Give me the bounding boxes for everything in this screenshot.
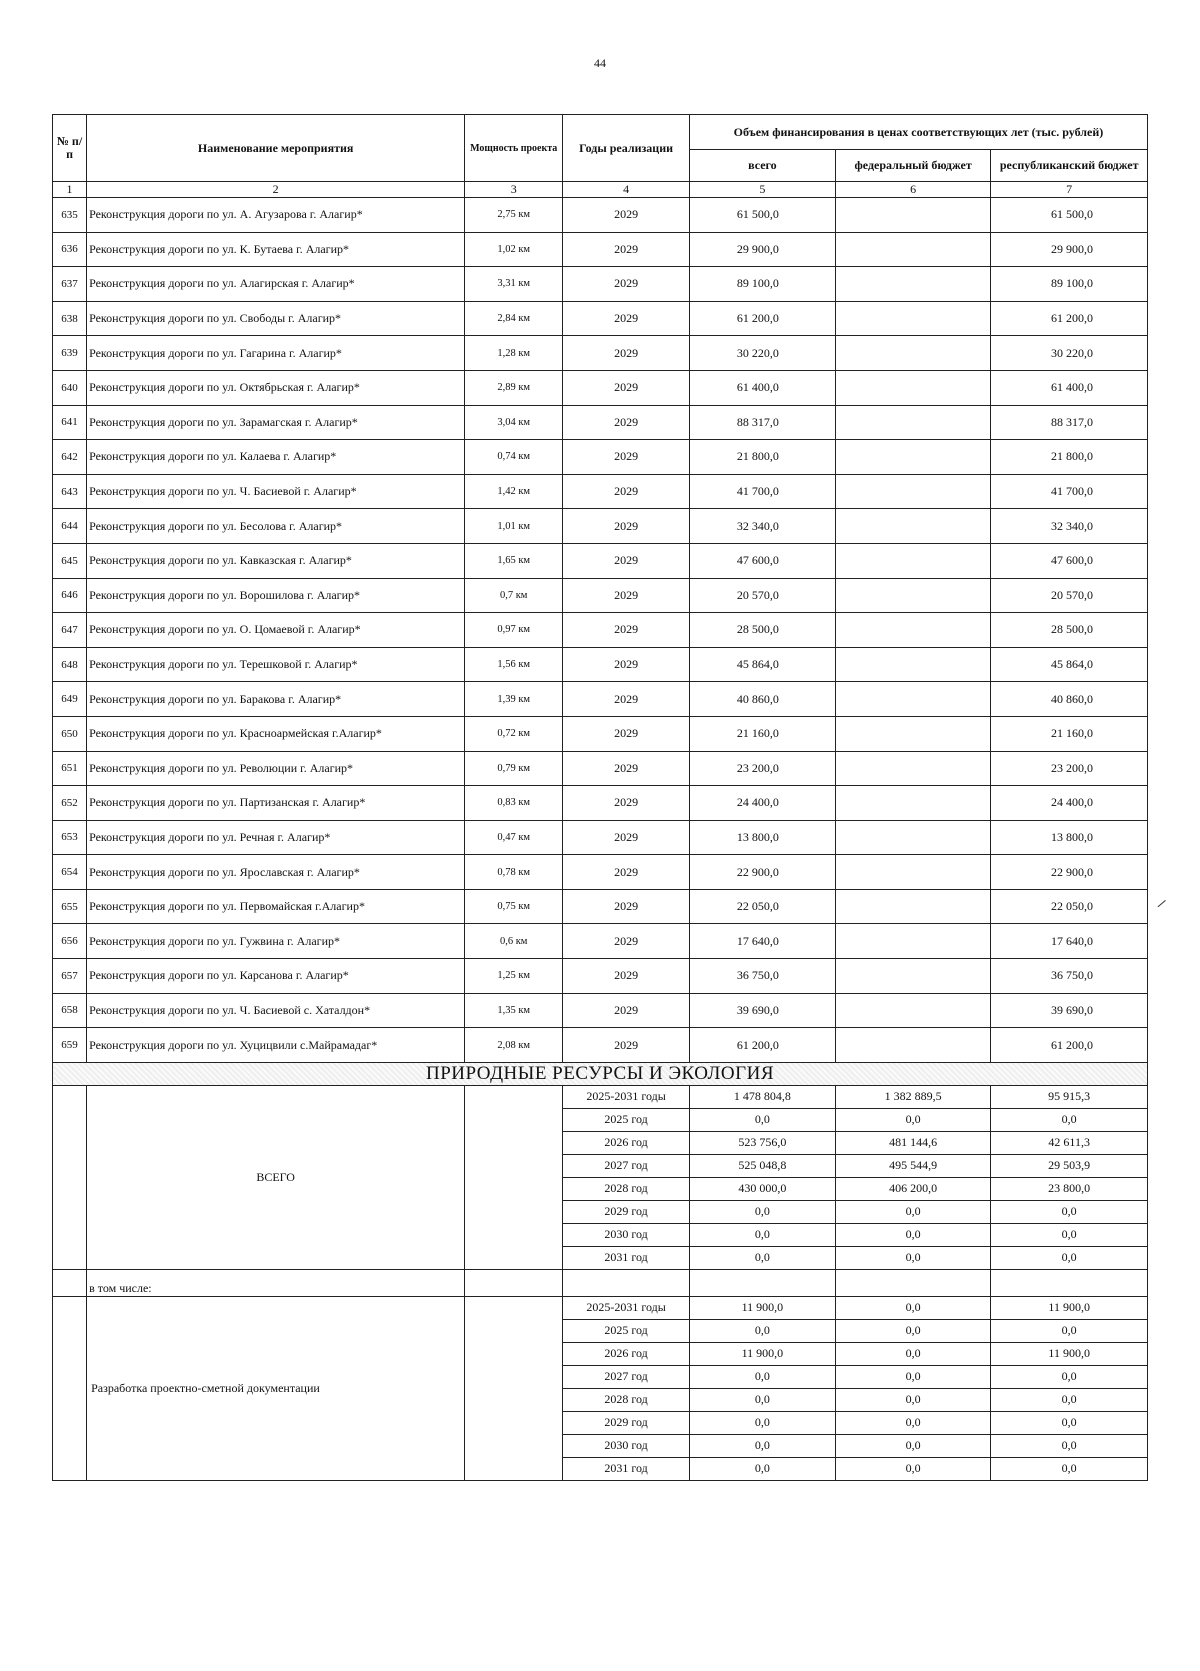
column-number: 6 xyxy=(835,182,991,198)
row-republic: 30 220,0 xyxy=(991,336,1148,371)
row-total: 61 200,0 xyxy=(689,301,835,336)
row-republic: 29 900,0 xyxy=(991,232,1148,267)
row-name: Реконструкция дороги по ул. О. Цомаевой г. Алагир* xyxy=(87,613,465,648)
row-total: 13 800,0 xyxy=(689,820,835,855)
row-year: 2029 xyxy=(563,1028,690,1063)
row-republic: 24 400,0 xyxy=(991,786,1148,821)
row-capacity: 1,35 км xyxy=(465,993,563,1028)
row-total: 24 400,0 xyxy=(689,786,835,821)
row-republic: 39 690,0 xyxy=(991,993,1148,1028)
row-year: 2029 xyxy=(563,993,690,1028)
row-number: 656 xyxy=(53,924,87,959)
row-federal xyxy=(835,786,991,821)
table-row xyxy=(53,820,1148,855)
row-year: 2029 xyxy=(563,267,690,302)
financing-table xyxy=(52,114,1148,1481)
period-label: 2031 год xyxy=(563,1457,690,1480)
row-republic: 41 700,0 xyxy=(991,474,1148,509)
row-name: Реконструкция дороги по ул. К. Бутаева г. Алагир* xyxy=(87,232,465,267)
period-label: 2029 год xyxy=(563,1200,690,1223)
row-number: 635 xyxy=(53,198,87,233)
row-republic: 32 340,0 xyxy=(991,509,1148,544)
row-republic: 61 500,0 xyxy=(991,198,1148,233)
period-republic: 95 915,3 xyxy=(991,1085,1148,1108)
row-republic: 88 317,0 xyxy=(991,405,1148,440)
period-federal: 0,0 xyxy=(835,1411,991,1434)
row-number: 640 xyxy=(53,370,87,405)
row-name: Реконструкция дороги по ул. Первомайская г.Алагир* xyxy=(87,889,465,924)
row-federal xyxy=(835,716,991,751)
row-capacity: 1,25 км xyxy=(465,959,563,994)
row-federal xyxy=(835,474,991,509)
design-docs-block xyxy=(53,1296,1148,1480)
row-federal xyxy=(835,1028,991,1063)
row-total: 17 640,0 xyxy=(689,924,835,959)
row-year: 2029 xyxy=(563,232,690,267)
period-row xyxy=(53,1085,1148,1108)
period-republic: 0,0 xyxy=(991,1365,1148,1388)
row-name: Реконструкция дороги по ул. Красноармейская г.Алагир* xyxy=(87,716,465,751)
row-name: Реконструкция дороги по ул. Ч. Басиевой с. Хаталдон* xyxy=(87,993,465,1028)
row-name: Реконструкция дороги по ул. Хуцицвили с.Майрамадаг* xyxy=(87,1028,465,1063)
row-number: 636 xyxy=(53,232,87,267)
row-name: Реконструкция дороги по ул. Гагарина г. Алагир* xyxy=(87,336,465,371)
row-federal xyxy=(835,301,991,336)
row-republic: 22 050,0 xyxy=(991,889,1148,924)
period-republic: 29 503,9 xyxy=(991,1154,1148,1177)
table-row xyxy=(53,751,1148,786)
period-total: 0,0 xyxy=(689,1223,835,1246)
row-number: 637 xyxy=(53,267,87,302)
row-republic: 47 600,0 xyxy=(991,543,1148,578)
header-capacity: Мощность проекта xyxy=(465,115,563,182)
row-year: 2029 xyxy=(563,509,690,544)
period-federal: 0,0 xyxy=(835,1342,991,1365)
period-label: 2027 год xyxy=(563,1154,690,1177)
row-name: Реконструкция дороги по ул. Терешковой г. Алагир* xyxy=(87,647,465,682)
row-number: 658 xyxy=(53,993,87,1028)
block-capacity-cell xyxy=(465,1296,563,1480)
row-total: 30 220,0 xyxy=(689,336,835,371)
table-row xyxy=(53,855,1148,890)
row-name: Реконструкция дороги по ул. А. Агузарова г. Алагир* xyxy=(87,198,465,233)
row-federal xyxy=(835,370,991,405)
table-row xyxy=(53,993,1148,1028)
period-federal: 0,0 xyxy=(835,1200,991,1223)
table-row xyxy=(53,647,1148,682)
row-number: 643 xyxy=(53,474,87,509)
row-republic: 28 500,0 xyxy=(991,613,1148,648)
period-federal: 1 382 889,5 xyxy=(835,1085,991,1108)
period-total: 525 048,8 xyxy=(689,1154,835,1177)
period-label: 2028 год xyxy=(563,1177,690,1200)
period-republic: 0,0 xyxy=(991,1434,1148,1457)
row-federal xyxy=(835,267,991,302)
row-year: 2029 xyxy=(563,716,690,751)
table-row xyxy=(53,301,1148,336)
block-num-cell xyxy=(53,1296,87,1480)
period-total: 0,0 xyxy=(689,1411,835,1434)
row-capacity: 2,08 км xyxy=(465,1028,563,1063)
row-total: 36 750,0 xyxy=(689,959,835,994)
table-row xyxy=(53,786,1148,821)
period-republic: 0,0 xyxy=(991,1319,1148,1342)
period-federal: 0,0 xyxy=(835,1365,991,1388)
period-total: 523 756,0 xyxy=(689,1131,835,1154)
row-year: 2029 xyxy=(563,474,690,509)
period-federal: 495 544,9 xyxy=(835,1154,991,1177)
period-total: 0,0 xyxy=(689,1108,835,1131)
table-row xyxy=(53,682,1148,717)
table-row xyxy=(53,267,1148,302)
period-federal: 0,0 xyxy=(835,1223,991,1246)
project-rows xyxy=(53,198,1148,1063)
table-row xyxy=(53,509,1148,544)
row-year: 2029 xyxy=(563,198,690,233)
row-number: 649 xyxy=(53,682,87,717)
row-capacity: 0,72 км xyxy=(465,716,563,751)
row-number: 653 xyxy=(53,820,87,855)
row-name: Реконструкция дороги по ул. Речная г. Алагир* xyxy=(87,820,465,855)
row-name: Реконструкция дороги по ул. Свободы г. Алагир* xyxy=(87,301,465,336)
row-capacity: 2,75 км xyxy=(465,198,563,233)
row-capacity: 1,39 км xyxy=(465,682,563,717)
period-republic: 11 900,0 xyxy=(991,1342,1148,1365)
row-number: 652 xyxy=(53,786,87,821)
row-total: 89 100,0 xyxy=(689,267,835,302)
including-label: в том числе: xyxy=(87,1269,465,1296)
block-num-cell xyxy=(53,1085,87,1269)
row-number: 642 xyxy=(53,440,87,475)
header-financing: Объем финансирования в ценах соответствующих лет (тыс. рублей) xyxy=(689,115,1147,150)
row-year: 2029 xyxy=(563,751,690,786)
row-federal xyxy=(835,198,991,233)
row-total: 21 160,0 xyxy=(689,716,835,751)
row-capacity: 0,75 км xyxy=(465,889,563,924)
row-federal xyxy=(835,509,991,544)
row-total: 61 500,0 xyxy=(689,198,835,233)
row-republic: 21 800,0 xyxy=(991,440,1148,475)
row-capacity: 2,89 км xyxy=(465,370,563,405)
period-label: 2025 год xyxy=(563,1319,690,1342)
period-label: 2028 год xyxy=(563,1388,690,1411)
table-row xyxy=(53,336,1148,371)
row-federal xyxy=(835,820,991,855)
table-row xyxy=(53,474,1148,509)
row-year: 2029 xyxy=(563,543,690,578)
row-capacity: 1,65 км xyxy=(465,543,563,578)
period-total: 11 900,0 xyxy=(689,1296,835,1319)
row-total: 45 864,0 xyxy=(689,647,835,682)
period-label: 2026 год xyxy=(563,1342,690,1365)
row-capacity: 0,74 км xyxy=(465,440,563,475)
column-numbers-row xyxy=(53,182,1148,198)
row-total: 88 317,0 xyxy=(689,405,835,440)
row-federal xyxy=(835,543,991,578)
row-capacity: 2,84 км xyxy=(465,301,563,336)
row-year: 2029 xyxy=(563,786,690,821)
period-federal: 0,0 xyxy=(835,1457,991,1480)
table-row xyxy=(53,1028,1148,1063)
header-num: № п/п xyxy=(53,115,87,182)
period-total: 0,0 xyxy=(689,1200,835,1223)
row-federal xyxy=(835,889,991,924)
period-label: 2029 год xyxy=(563,1411,690,1434)
row-number: 657 xyxy=(53,959,87,994)
row-name: Реконструкция дороги по ул. Карсанова г. Алагир* xyxy=(87,959,465,994)
including-num-cell xyxy=(53,1269,87,1296)
period-total: 430 000,0 xyxy=(689,1177,835,1200)
row-year: 2029 xyxy=(563,440,690,475)
period-label: 2027 год xyxy=(563,1365,690,1388)
row-total: 20 570,0 xyxy=(689,578,835,613)
row-federal xyxy=(835,993,991,1028)
row-name: Реконструкция дороги по ул. Ворошилова г. Алагир* xyxy=(87,578,465,613)
row-capacity: 0,7 км xyxy=(465,578,563,613)
period-republic: 42 611,3 xyxy=(991,1131,1148,1154)
row-capacity: 0,97 км xyxy=(465,613,563,648)
period-total: 0,0 xyxy=(689,1365,835,1388)
row-federal xyxy=(835,924,991,959)
block-capacity-cell xyxy=(465,1085,563,1269)
table-row xyxy=(53,405,1148,440)
row-total: 47 600,0 xyxy=(689,543,835,578)
table-row xyxy=(53,232,1148,267)
pen-mark xyxy=(1158,900,1167,908)
row-year: 2029 xyxy=(563,301,690,336)
table-row xyxy=(53,578,1148,613)
period-federal: 0,0 xyxy=(835,1388,991,1411)
row-federal xyxy=(835,405,991,440)
row-total: 61 400,0 xyxy=(689,370,835,405)
row-year: 2029 xyxy=(563,682,690,717)
table-row xyxy=(53,924,1148,959)
row-federal xyxy=(835,232,991,267)
row-name: Реконструкция дороги по ул. Гужвина г. Алагир* xyxy=(87,924,465,959)
section-title: ПРИРОДНЫЕ РЕСУРСЫ И ЭКОЛОГИЯ xyxy=(53,1062,1148,1085)
row-republic: 61 200,0 xyxy=(991,301,1148,336)
row-name: Реконструкция дороги по ул. Ярославская г. Алагир* xyxy=(87,855,465,890)
row-number: 648 xyxy=(53,647,87,682)
row-capacity: 0,47 км xyxy=(465,820,563,855)
row-republic: 89 100,0 xyxy=(991,267,1148,302)
row-republic: 36 750,0 xyxy=(991,959,1148,994)
summary-block xyxy=(53,1085,1148,1269)
period-total: 11 900,0 xyxy=(689,1342,835,1365)
row-capacity: 1,01 км xyxy=(465,509,563,544)
row-year: 2029 xyxy=(563,405,690,440)
header-total: всего xyxy=(689,150,835,182)
period-total: 0,0 xyxy=(689,1319,835,1342)
row-year: 2029 xyxy=(563,959,690,994)
period-total: 0,0 xyxy=(689,1457,835,1480)
row-federal xyxy=(835,647,991,682)
row-number: 647 xyxy=(53,613,87,648)
row-republic: 40 860,0 xyxy=(991,682,1148,717)
row-capacity: 1,28 км xyxy=(465,336,563,371)
header-years: Годы реализации xyxy=(563,115,690,182)
row-republic: 22 900,0 xyxy=(991,855,1148,890)
row-name: Реконструкция дороги по ул. Октябрьская г. Алагир* xyxy=(87,370,465,405)
period-republic: 0,0 xyxy=(991,1388,1148,1411)
row-republic: 61 200,0 xyxy=(991,1028,1148,1063)
row-total: 23 200,0 xyxy=(689,751,835,786)
row-name: Реконструкция дороги по ул. Зарамагская г. Алагир* xyxy=(87,405,465,440)
row-name: Реконструкция дороги по ул. Ч. Басиевой г. Алагир* xyxy=(87,474,465,509)
column-number: 2 xyxy=(87,182,465,198)
table-row xyxy=(53,440,1148,475)
period-label: 2025 год xyxy=(563,1108,690,1131)
period-republic: 23 800,0 xyxy=(991,1177,1148,1200)
page-number: 44 xyxy=(594,56,606,70)
row-republic: 21 160,0 xyxy=(991,716,1148,751)
row-federal xyxy=(835,578,991,613)
row-number: 655 xyxy=(53,889,87,924)
period-federal: 0,0 xyxy=(835,1296,991,1319)
row-total: 22 900,0 xyxy=(689,855,835,890)
column-number: 4 xyxy=(563,182,690,198)
period-row xyxy=(53,1296,1148,1319)
row-number: 654 xyxy=(53,855,87,890)
row-number: 651 xyxy=(53,751,87,786)
row-republic: 17 640,0 xyxy=(991,924,1148,959)
row-total: 29 900,0 xyxy=(689,232,835,267)
period-republic: 0,0 xyxy=(991,1108,1148,1131)
row-number: 645 xyxy=(53,543,87,578)
row-year: 2029 xyxy=(563,820,690,855)
row-republic: 45 864,0 xyxy=(991,647,1148,682)
row-total: 32 340,0 xyxy=(689,509,835,544)
row-total: 61 200,0 xyxy=(689,1028,835,1063)
row-total: 21 800,0 xyxy=(689,440,835,475)
row-number: 639 xyxy=(53,336,87,371)
period-federal: 0,0 xyxy=(835,1434,991,1457)
period-label: 2026 год xyxy=(563,1131,690,1154)
period-republic: 0,0 xyxy=(991,1223,1148,1246)
row-federal xyxy=(835,613,991,648)
row-capacity: 3,04 км xyxy=(465,405,563,440)
period-federal: 0,0 xyxy=(835,1319,991,1342)
table-row xyxy=(53,370,1148,405)
row-capacity: 0,79 км xyxy=(465,751,563,786)
period-federal: 406 200,0 xyxy=(835,1177,991,1200)
design-docs-label: Разработка проектно-сметной документации xyxy=(87,1296,465,1480)
row-name: Реконструкция дороги по ул. Алагирская г. Алагир* xyxy=(87,267,465,302)
period-republic: 0,0 xyxy=(991,1411,1148,1434)
row-capacity: 1,02 км xyxy=(465,232,563,267)
row-name: Реконструкция дороги по ул. Баракова г. Алагир* xyxy=(87,682,465,717)
row-capacity: 0,6 км xyxy=(465,924,563,959)
period-total: 0,0 xyxy=(689,1434,835,1457)
table-row xyxy=(53,543,1148,578)
row-federal xyxy=(835,440,991,475)
column-number: 1 xyxy=(53,182,87,198)
row-federal xyxy=(835,959,991,994)
row-total: 22 050,0 xyxy=(689,889,835,924)
row-capacity: 3,31 км xyxy=(465,267,563,302)
row-total: 28 500,0 xyxy=(689,613,835,648)
table-row xyxy=(53,889,1148,924)
column-number: 5 xyxy=(689,182,835,198)
header-name: Наименование мероприятия xyxy=(87,115,465,182)
row-federal xyxy=(835,751,991,786)
period-total: 0,0 xyxy=(689,1246,835,1269)
row-republic: 20 570,0 xyxy=(991,578,1148,613)
total-label: ВСЕГО xyxy=(87,1085,465,1269)
period-label: 2030 год xyxy=(563,1434,690,1457)
row-capacity: 1,56 км xyxy=(465,647,563,682)
row-year: 2029 xyxy=(563,889,690,924)
row-number: 644 xyxy=(53,509,87,544)
table-row xyxy=(53,959,1148,994)
period-republic: 0,0 xyxy=(991,1246,1148,1269)
row-number: 638 xyxy=(53,301,87,336)
row-republic: 61 400,0 xyxy=(991,370,1148,405)
period-republic: 0,0 xyxy=(991,1457,1148,1480)
period-total: 0,0 xyxy=(689,1388,835,1411)
row-number: 646 xyxy=(53,578,87,613)
period-republic: 0,0 xyxy=(991,1200,1148,1223)
row-name: Реконструкция дороги по ул. Кавказская г. Алагир* xyxy=(87,543,465,578)
row-capacity: 0,83 км xyxy=(465,786,563,821)
column-number: 7 xyxy=(991,182,1148,198)
row-federal xyxy=(835,682,991,717)
row-number: 641 xyxy=(53,405,87,440)
row-year: 2029 xyxy=(563,924,690,959)
row-number: 659 xyxy=(53,1028,87,1063)
period-label: 2025-2031 годы xyxy=(563,1085,690,1108)
period-label: 2025-2031 годы xyxy=(563,1296,690,1319)
table-row xyxy=(53,198,1148,233)
row-year: 2029 xyxy=(563,336,690,371)
period-label: 2030 год xyxy=(563,1223,690,1246)
row-capacity: 0,78 км xyxy=(465,855,563,890)
header-republic: республиканский бюджет xyxy=(991,150,1148,182)
period-federal: 481 144,6 xyxy=(835,1131,991,1154)
row-year: 2029 xyxy=(563,370,690,405)
row-total: 41 700,0 xyxy=(689,474,835,509)
row-federal xyxy=(835,855,991,890)
row-year: 2029 xyxy=(563,578,690,613)
row-total: 40 860,0 xyxy=(689,682,835,717)
row-name: Реконструкция дороги по ул. Революции г. Алагир* xyxy=(87,751,465,786)
row-name: Реконструкция дороги по ул. Калаева г. Алагир* xyxy=(87,440,465,475)
row-republic: 13 800,0 xyxy=(991,820,1148,855)
row-year: 2029 xyxy=(563,647,690,682)
column-number: 3 xyxy=(465,182,563,198)
period-federal: 0,0 xyxy=(835,1246,991,1269)
period-republic: 11 900,0 xyxy=(991,1296,1148,1319)
row-name: Реконструкция дороги по ул. Бесолова г. Алагир* xyxy=(87,509,465,544)
row-name: Реконструкция дороги по ул. Партизанская г. Алагир* xyxy=(87,786,465,821)
period-total: 1 478 804,8 xyxy=(689,1085,835,1108)
row-number: 650 xyxy=(53,716,87,751)
period-label: 2031 год xyxy=(563,1246,690,1269)
table-row xyxy=(53,613,1148,648)
row-year: 2029 xyxy=(563,613,690,648)
row-total: 39 690,0 xyxy=(689,993,835,1028)
header-federal: федеральный бюджет xyxy=(835,150,991,182)
table-row xyxy=(53,716,1148,751)
row-year: 2029 xyxy=(563,855,690,890)
row-capacity: 1,42 км xyxy=(465,474,563,509)
period-federal: 0,0 xyxy=(835,1108,991,1131)
row-republic: 23 200,0 xyxy=(991,751,1148,786)
row-federal xyxy=(835,336,991,371)
